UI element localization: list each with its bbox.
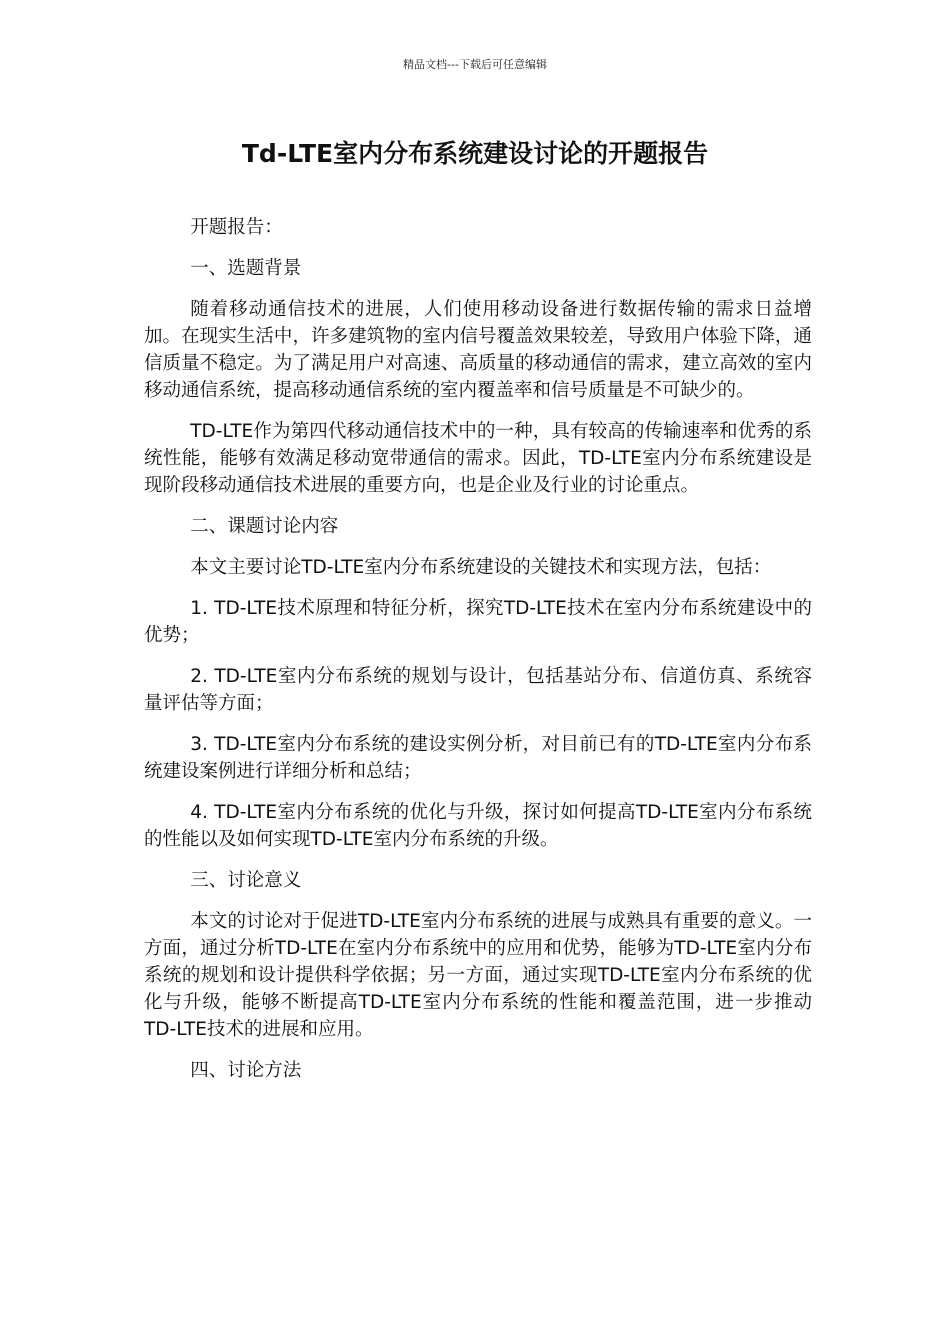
content-intro-paragraph: 本文主要讨论TD-LTE室内分布系统建设的关键技术和实现方法，包括： <box>190 557 772 578</box>
background-paragraph-1: 随着移动通信技术的进展，人们使用移动设备进行数据传输的需求日益增加。在现实生活中，许多建筑物的室内信号覆盖效果较差，导致用户体验下降，通信质量不稳定。为了满足用户对高速、高质量的移动通信的需求，建立高效的室内移动通信系统，提高移动通信系统的室内覆盖率和信号质量是不可缺少的。 <box>144 299 812 401</box>
report-label: 开题报告： <box>190 217 283 238</box>
section-heading-significance: 三、讨论意义 <box>190 870 302 891</box>
content-list-item-2: 2. TD-LTE室内分布系统的规划与设计，包括基站分布、信道仿真、系统容量评估等方面； <box>144 666 812 714</box>
significance-paragraph: 本文的讨论对于促进TD-LTE室内分布系统的进展与成熟具有重要的意义。一方面，通过分析TD-LTE在室内分布系统中的应用和优势，能够为TD-LTE室内分布系统的规划和设计提供科学依据；另一方面，通过实现TD-LTE室内分布系统的优化与升级，能够不断提高TD-LTE室内分布系统的性能和覆盖范围，进一步推动TD-LTE技术的进展和应用。 <box>144 911 812 1040</box>
background-paragraph-2: TD-LTE作为第四代移动通信技术中的一种，具有较高的传输速率和优秀的系统性能，能够有效满足移动宽带通信的需求。因此，TD-LTE室内分布系统建设是现阶段移动通信技术进展的重要方向，也是企业及行业的讨论重点。 <box>144 421 812 496</box>
section-heading-background: 一、选题背景 <box>190 258 302 279</box>
document-body <box>144 214 812 1098</box>
document-title: Td-LTE室内分布系统建设讨论的开题报告 <box>241 139 709 168</box>
section-heading-content: 二、课题讨论内容 <box>190 516 339 537</box>
page-header-note: 精品文档---下载后可任意编辑 <box>403 58 547 71</box>
content-list-item-3: 3. TD-LTE室内分布系统的建设实例分析，对目前已有的TD-LTE室内分布系统建设案例进行详细分析和总结； <box>144 734 812 782</box>
content-list-item-1: 1. TD-LTE技术原理和特征分析，探究TD-LTE技术在室内分布系统建设中的优势； <box>144 598 812 646</box>
content-list-item-4: 4. TD-LTE室内分布系统的优化与升级，探讨如何提高TD-LTE室内分布系统的性能以及如何实现TD-LTE室内分布系统的升级。 <box>144 802 812 850</box>
section-heading-method: 四、讨论方法 <box>190 1060 302 1081</box>
